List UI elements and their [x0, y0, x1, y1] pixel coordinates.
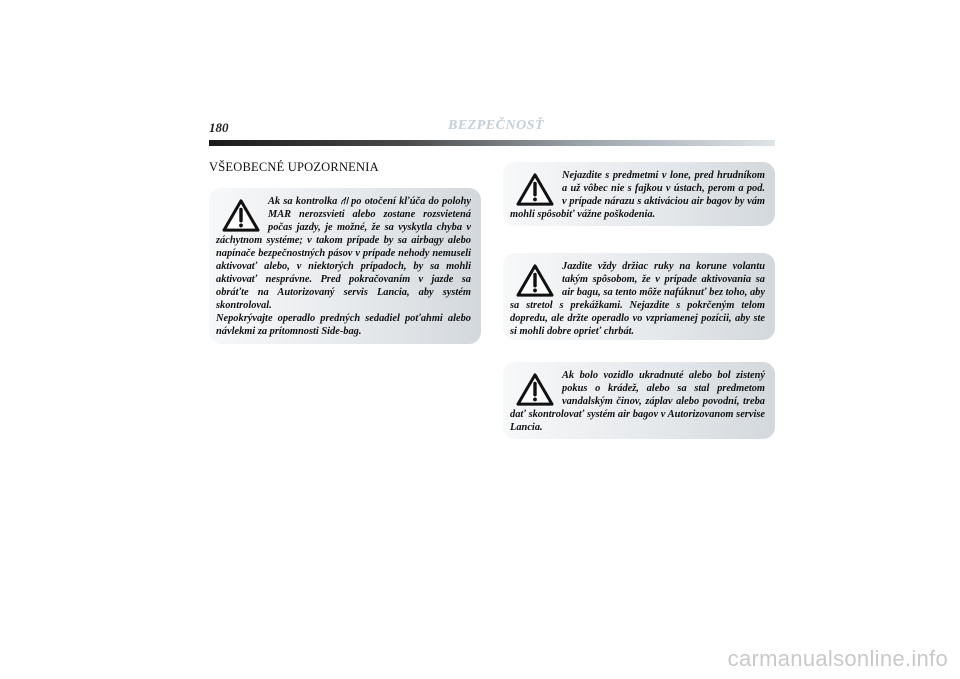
watermark: carmanualsonline.info: [727, 646, 948, 671]
page-number: 180: [209, 120, 229, 135]
header-rule: [209, 140, 775, 146]
warning-paragraph: Nejazdite s predmetmi v lone, pred hrudníkom a už vôbec nie s fajkou v ústach, perom a pod. v prípade nárazu s aktiváciou air bagov by vám mohli spôsobiť vážne poškodenia.: [510, 170, 765, 220]
warning-triangle-icon: [516, 264, 554, 298]
warning-box-airbag-light: [209, 188, 481, 344]
chapter-title: BEZPEČNOSŤ: [448, 118, 545, 133]
warning-paragraph: Nepokrývajte operadlo predných sedadiel poťahmi alebo návlekmi za prítomnosti Side-bag.: [216, 313, 471, 337]
warning-box-objects-in-lap: [503, 162, 775, 226]
warning-paragraph: Ak sa kontrolka ⛙ po otočení kľúča do polohy MAR nerozsvieti alebo zostane rozsvietená počas jazdy, je možné, že sa vyskytla chyba v záchytnom systéme; v takom prípade by sa airbagy alebo napínače bezpečnostných pásov v prípade nehody nemuseli aktivovať alebo, v niektorých prípadoch, by sa mohli aktivovať nesprávne. Pred pokračovaním v jazde sa obráťte na Autorizovaný servis Lancia, aby systém skontroloval.: [216, 196, 471, 311]
warning-triangle-icon: [516, 373, 554, 407]
section-heading: VŠEOBECNÉ UPOZORNENIA: [209, 160, 379, 174]
warning-paragraph: Ak bolo vozidlo ukradnuté alebo bol zistený pokus o krádež, alebo sa stal predmetom vandalským činov, záplav alebo povodní, treba dať skontrolovať systém air bagov v Autorizovanom servise Lancia.: [510, 370, 765, 433]
warning-box-steering-wheel: [503, 253, 775, 340]
warning-paragraph: Jazdite vždy držiac ruky na korune volantu takým spôsobom, že v prípade aktivovania sa air bagu, sa tento môže nafúknuť bez toho, aby sa stretol s prekážkami. Nejazdite s pokrčeným telom dopredu, ale držte operadlo vo vzpriamenej pozícii, aby ste si mohli dobre oprieť chrbát.: [510, 261, 765, 337]
warning-triangle-icon: [222, 199, 260, 233]
warning-box-stolen-vehicle: [503, 362, 775, 439]
warning-triangle-icon: [516, 173, 554, 207]
